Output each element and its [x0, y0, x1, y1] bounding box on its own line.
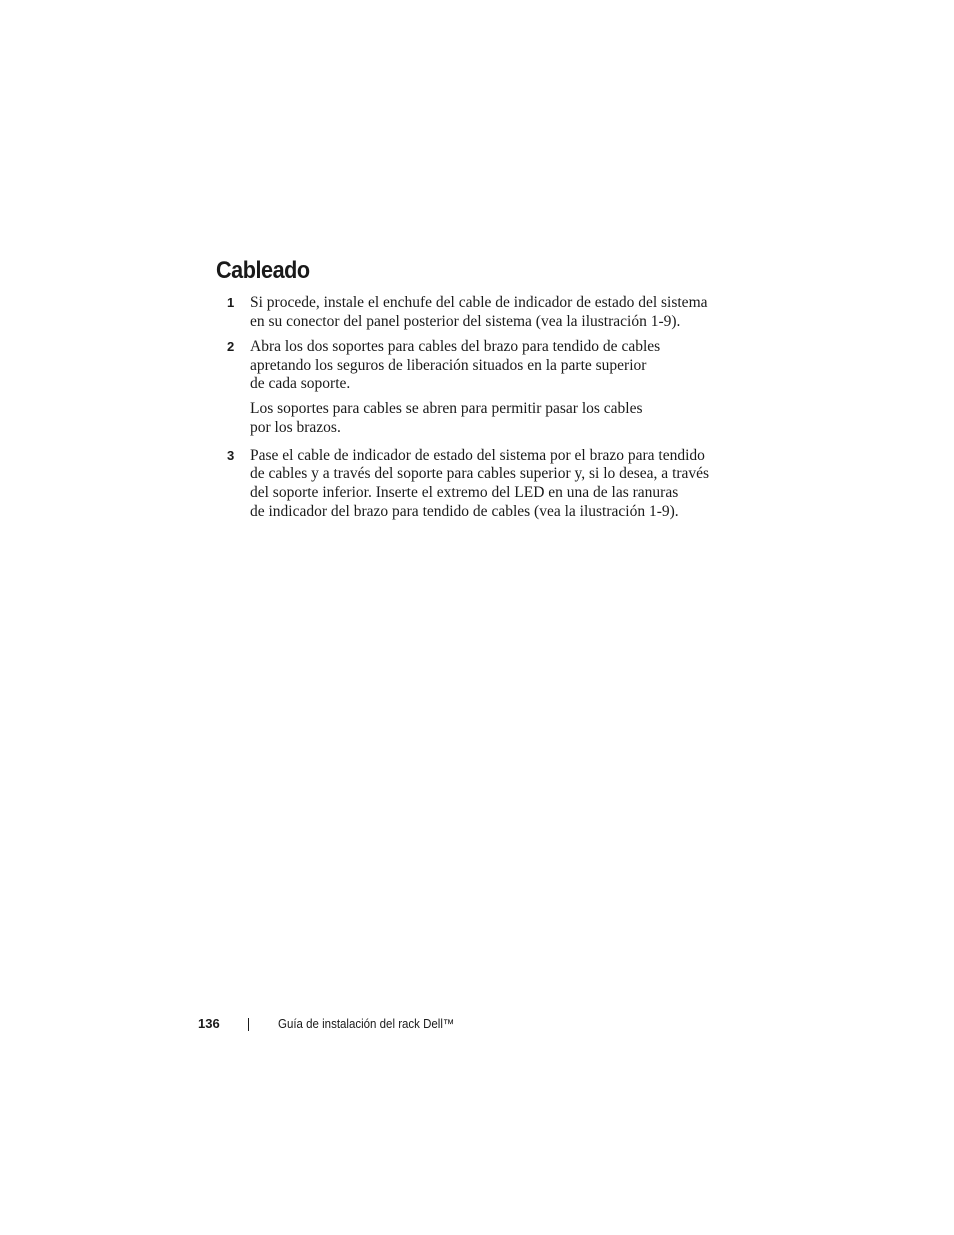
step-text-line: de cables y a través del soporte para cables superior y, si lo desea, a través [250, 465, 710, 482]
step-text-line: en su conector del panel posterior del sistema (vea la ilustración 1-9). [250, 313, 681, 330]
step-text-line: Abra los dos soportes para cables del brazo para tendido de cables [250, 338, 661, 355]
step-text-line: de indicador del brazo para tendido de cables (vea la ilustración 1-9). [250, 503, 679, 520]
step-note-line: Los soportes para cables se abren para permitir pasar los cables [250, 400, 643, 417]
footer-title: Guía de instalación del rack Dell™ [278, 1017, 455, 1031]
footer-divider [248, 1018, 249, 1031]
step-text-line: Pase el cable de indicador de estado del sistema por el brazo para tendido [250, 447, 705, 464]
step-text-line: de cada soporte. [250, 375, 351, 392]
section-heading: Cableado [216, 257, 310, 284]
step-text-line: del soporte inferior. Inserte el extremo del LED en una de las ranuras [250, 484, 679, 501]
step-text-line: Si procede, instale el enchufe del cable de indicador de estado del sistema [250, 294, 708, 311]
step-number: 3 [227, 448, 235, 463]
step-note-line: por los brazos. [250, 419, 341, 436]
page-number: 136 [198, 1016, 220, 1031]
step-number: 2 [227, 339, 235, 354]
step-number: 1 [227, 295, 235, 310]
step-text-line: apretando los seguros de liberación situados en la parte superior [250, 357, 647, 374]
